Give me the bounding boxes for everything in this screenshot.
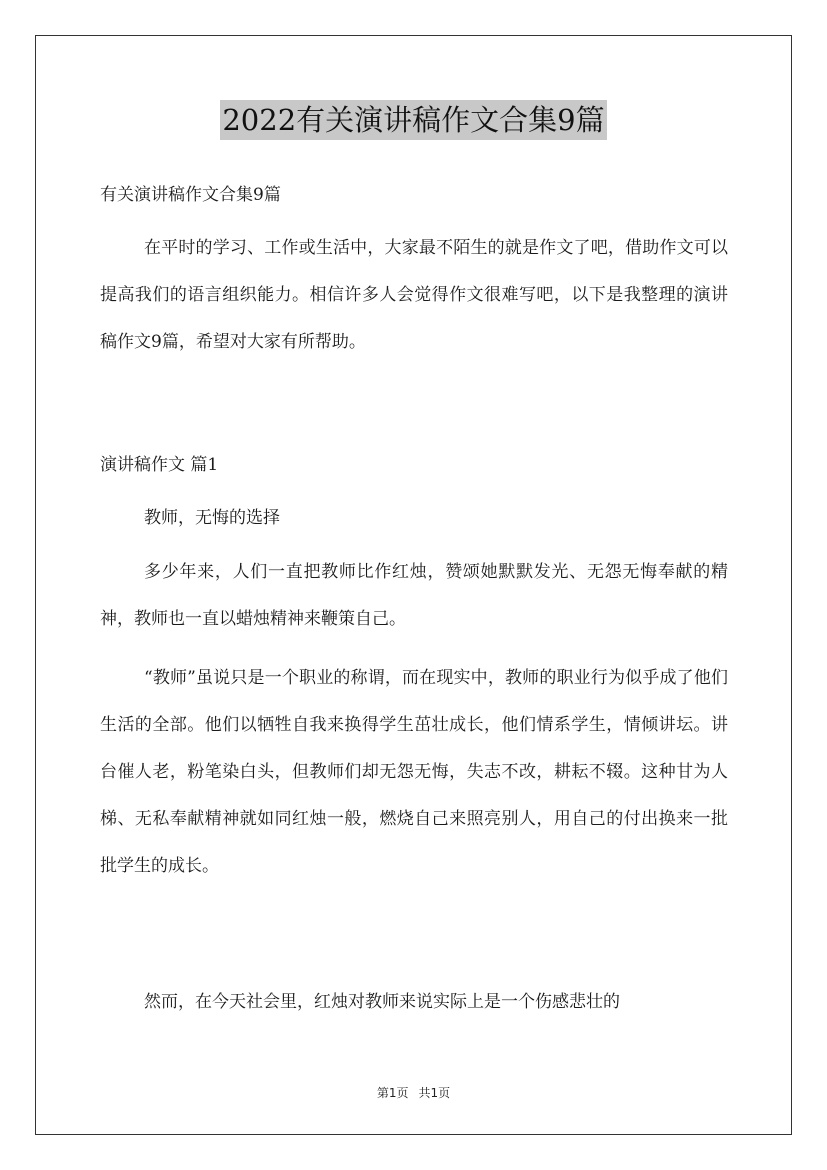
page-number: 第1页 [376, 1086, 409, 1100]
body-paragraph-2: “教师”虽说只是一个职业的称谓，而在现实中，教师的职业行为似乎成了他们生活的全部。他们以牺牲自我来换得学生茁壮成长，他们情系学生，情倾讲坛。讲台催人老，粉笔染白头，但教师们却无怨无悔，失志不改，耕耘不辍。这种甘为人梯、无私奉献精神就如同红烛一般，燃烧自己来照亮别人，用自己的付出换来一批批学生的成长。 [100, 668, 728, 876]
section-heading: 演讲稿作文 篇1 [100, 455, 219, 475]
document-title: 2022有关演讲稿作文合集9篇 [220, 100, 606, 140]
title-container [0, 100, 827, 140]
intro-paragraph: 在平时的学习、工作或生活中，大家最不陌生的就是作文了吧，借助作文可以提高我们的语言组织能力。相信许多人会觉得作文很难写吧，以下是我整理的演讲稿作文9篇，希望对大家有所帮助。 [100, 238, 728, 352]
page-total: 共1页 [418, 1086, 451, 1100]
document-subtitle: 有关演讲稿作文合集9篇 [100, 185, 281, 205]
body-paragraph-3: 然而，在今天社会里，红烛对教师来说实际上是一个伤感悲壮的 [144, 992, 620, 1012]
page-footer [0, 1084, 827, 1101]
body-paragraph-1: 多少年来，人们一直把教师比作红烛，赞颂她默默发光、无怨无悔奉献的精神，教师也一直以蜡烛精神来鞭策自己。 [100, 562, 728, 629]
section-title: 教师，无悔的选择 [144, 508, 280, 528]
